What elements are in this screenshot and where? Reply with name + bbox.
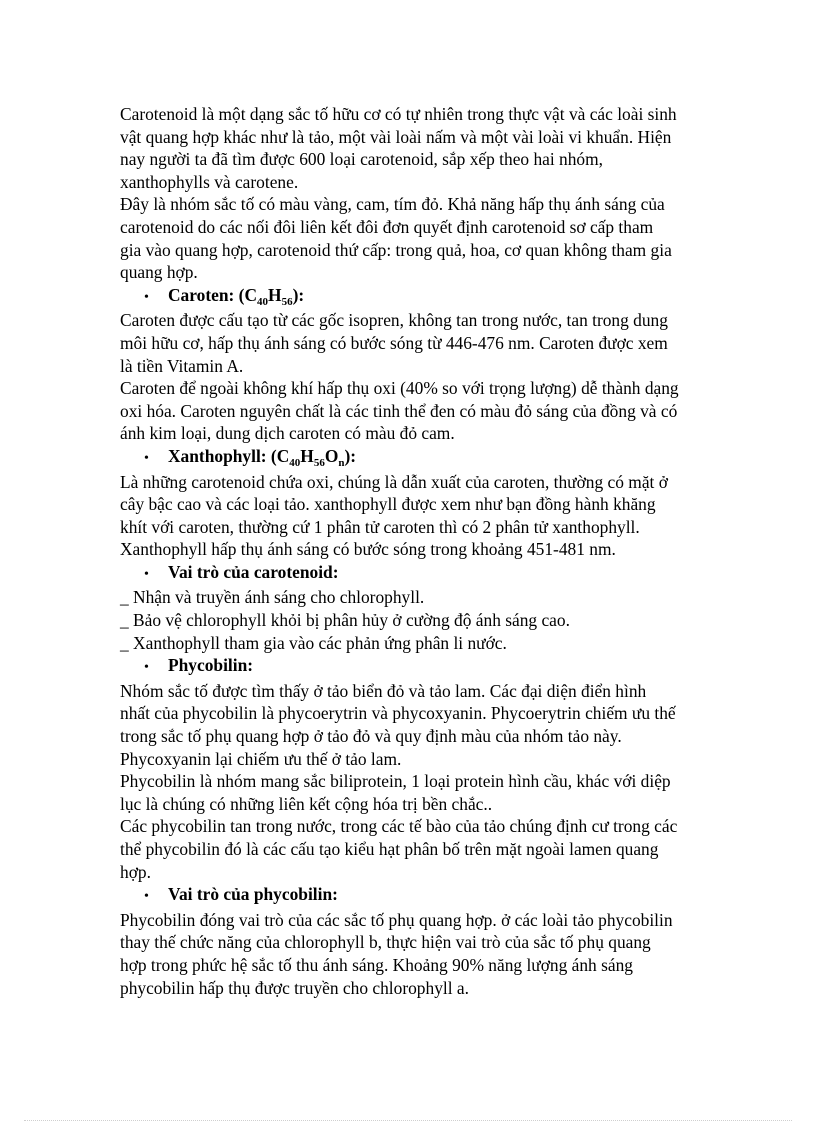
- text-line: môi hữu cơ, hấp thụ ánh sáng có bước sóng từ 446-476 nm. Caroten được xem: [120, 332, 668, 353]
- text-line: oxi hóa. Caroten nguyên chất là các tinh thể đen có màu đỏ sáng của đồng và có: [120, 400, 678, 421]
- heading-text: Xanthophyll: (C: [168, 445, 290, 466]
- subscript: 40: [289, 456, 301, 469]
- text-line: Các phycobilin tan trong nước, trong các tế bào của tảo chúng định cư trong các: [120, 816, 678, 837]
- heading-text: Caroten: (C: [168, 284, 258, 305]
- heading-text: H: [268, 284, 282, 305]
- heading-text: Phycobilin:: [168, 655, 254, 676]
- text-line: phycobilin hấp thụ được truyền cho chlorophyll a.: [120, 977, 469, 998]
- list-item: _ Xanthophyll tham gia vào các phản ứng phân li nước.: [120, 632, 507, 653]
- text-line: trong sắc tố phụ quang hợp ở tảo đỏ và quy định màu của nhóm tảo này.: [120, 726, 622, 747]
- text-line: Caroten được cấu tạo từ các gốc isopren, không tan trong nước, tan trong dung: [120, 310, 668, 331]
- bullet-icon: •: [144, 566, 149, 582]
- caroten-paragraph: [120, 309, 724, 445]
- subscript: 56: [281, 295, 293, 308]
- text-line: gia vào quang hợp, carotenoid thứ cấp: trong quả, hoa, cơ quan không tham gia: [120, 239, 672, 260]
- heading-vai-tro-phycobilin: [120, 883, 724, 909]
- vai-tro-carotenoid-list: [120, 586, 724, 654]
- phycobilin-paragraph: [120, 680, 724, 883]
- heading-caroten: [120, 284, 724, 310]
- heading-text: Vai trò của carotenoid:: [168, 561, 339, 582]
- xanthophyll-paragraph: [120, 471, 724, 561]
- page-bottom-divider: [24, 1120, 792, 1121]
- text-line: thay thế chức năng của chlorophyll b, thực hiện vai trò của sắc tố phụ quang: [120, 932, 651, 953]
- text-line: ánh kim loại, dung dịch caroten có màu đỏ cam.: [120, 423, 455, 444]
- heading-text: H: [300, 445, 314, 466]
- heading-text: ):: [292, 284, 305, 305]
- text-line: quang hợp.: [120, 262, 198, 283]
- text-line: nhất của phycobilin là phycoerytrin và phycoxyanin. Phycoerytrin chiếm ưu thế: [120, 703, 676, 724]
- text-line: Phycobilin đóng vai trò của các sắc tố phụ quang hợp. ở các loài tảo phycobilin: [120, 909, 673, 930]
- text-line: khít với caroten, thường cứ 1 phân tử caroten thì có 2 phân tử xanthophyll.: [120, 516, 640, 537]
- text-line: carotenoid do các nối đôi liên kết đôi đơn quyết định carotenoid sơ cấp tham: [120, 216, 654, 237]
- text-line: thể phycobilin đó là các cấu tạo kiểu hạt phân bố trên mặt ngoài lamen quang: [120, 839, 659, 859]
- bullet-icon: •: [144, 660, 149, 676]
- text-line: Phycobilin là nhóm mang sắc biliprotein, 1 loại protein hình cầu, khác với diệp: [120, 771, 671, 792]
- bullet-icon: •: [144, 889, 149, 905]
- text-line: Nhóm sắc tố được tìm thấy ở tảo biển đỏ và tảo lam. Các đại diện điển hình: [120, 680, 647, 701]
- text-line: Phycoxyanin lại chiếm ưu thế ở tảo lam.: [120, 748, 402, 769]
- text-line: Xanthophyll hấp thụ ánh sáng có bước sóng trong khoảng 451-481 nm.: [120, 539, 616, 560]
- text-line: vật quang hợp khác như là tảo, một vài loài nấm và một vài loài vi khuẩn. Hiện: [120, 126, 672, 147]
- subscript: n: [338, 456, 345, 469]
- text-line: Đây là nhóm sắc tố có màu vàng, cam, tím đỏ. Khả năng hấp thụ ánh sáng của: [120, 194, 665, 215]
- text-line: Là những carotenoid chứa oxi, chúng là dẫn xuất của caroten, thường có mặt ở: [120, 471, 668, 492]
- list-item: _ Bảo vệ chlorophyll khỏi bị phân hủy ở cường độ ánh sáng cao.: [120, 610, 570, 631]
- vai-tro-phycobilin-paragraph: [120, 909, 724, 999]
- bullet-icon: •: [144, 289, 149, 305]
- text-line: hợp trong phức hệ sắc tố thu ánh sáng. Khoảng 90% năng lượng ánh sáng: [120, 954, 633, 975]
- list-item: _ Nhận và truyền ánh sáng cho chlorophyll.: [120, 587, 425, 608]
- intro-paragraph: [120, 103, 724, 284]
- text-line: hợp.: [120, 861, 151, 882]
- text-line: Carotenoid là một dạng sắc tố hữu cơ có tự nhiên trong thực vật và các loài sinh: [120, 104, 677, 124]
- heading-phycobilin: [120, 654, 724, 680]
- text-line: cây bậc cao và các loại tảo. xanthophyll được xem như bạn đồng hành khăng: [120, 494, 656, 515]
- text-line: lục là chúng có những liên kết cộng hóa trị bền chắc..: [120, 793, 493, 814]
- text-line: nay người ta đã tìm được 600 loại carotenoid, sắp xếp theo hai nhóm,: [120, 149, 604, 170]
- text-line: là tiền Vitamin A.: [120, 355, 244, 376]
- document-body: [120, 103, 724, 999]
- text-line: xanthophylls và carotene.: [120, 171, 299, 192]
- text-line: Caroten để ngoài không khí hấp thụ oxi (40% so với trọng lượng) dễ thành dạng: [120, 378, 679, 399]
- bullet-icon: •: [144, 450, 149, 466]
- subscript: 40: [257, 295, 269, 308]
- heading-text: ):: [344, 445, 357, 466]
- heading-vai-tro-carotenoid: [120, 561, 724, 587]
- heading-text: O: [324, 445, 339, 466]
- heading-xanthophyll: [120, 445, 724, 471]
- subscript: 56: [313, 456, 325, 469]
- heading-text: Vai trò của phycobilin:: [168, 884, 338, 905]
